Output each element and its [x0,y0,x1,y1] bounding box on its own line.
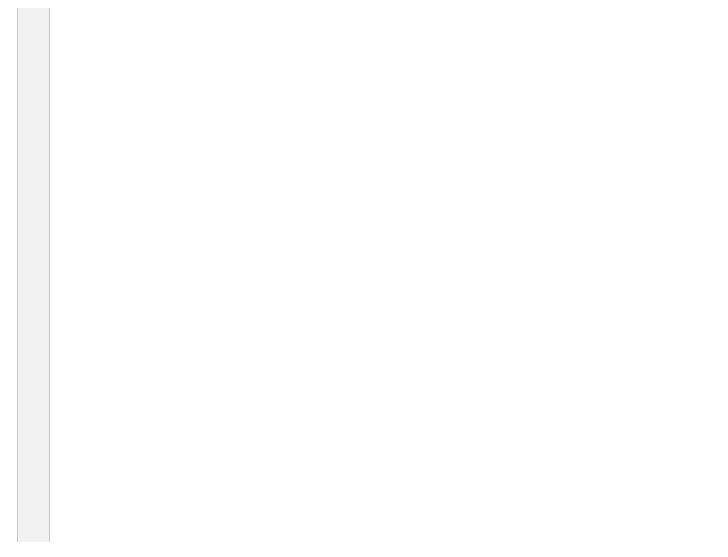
sheet-title [48,8,708,33]
row-header-column [17,8,50,542]
